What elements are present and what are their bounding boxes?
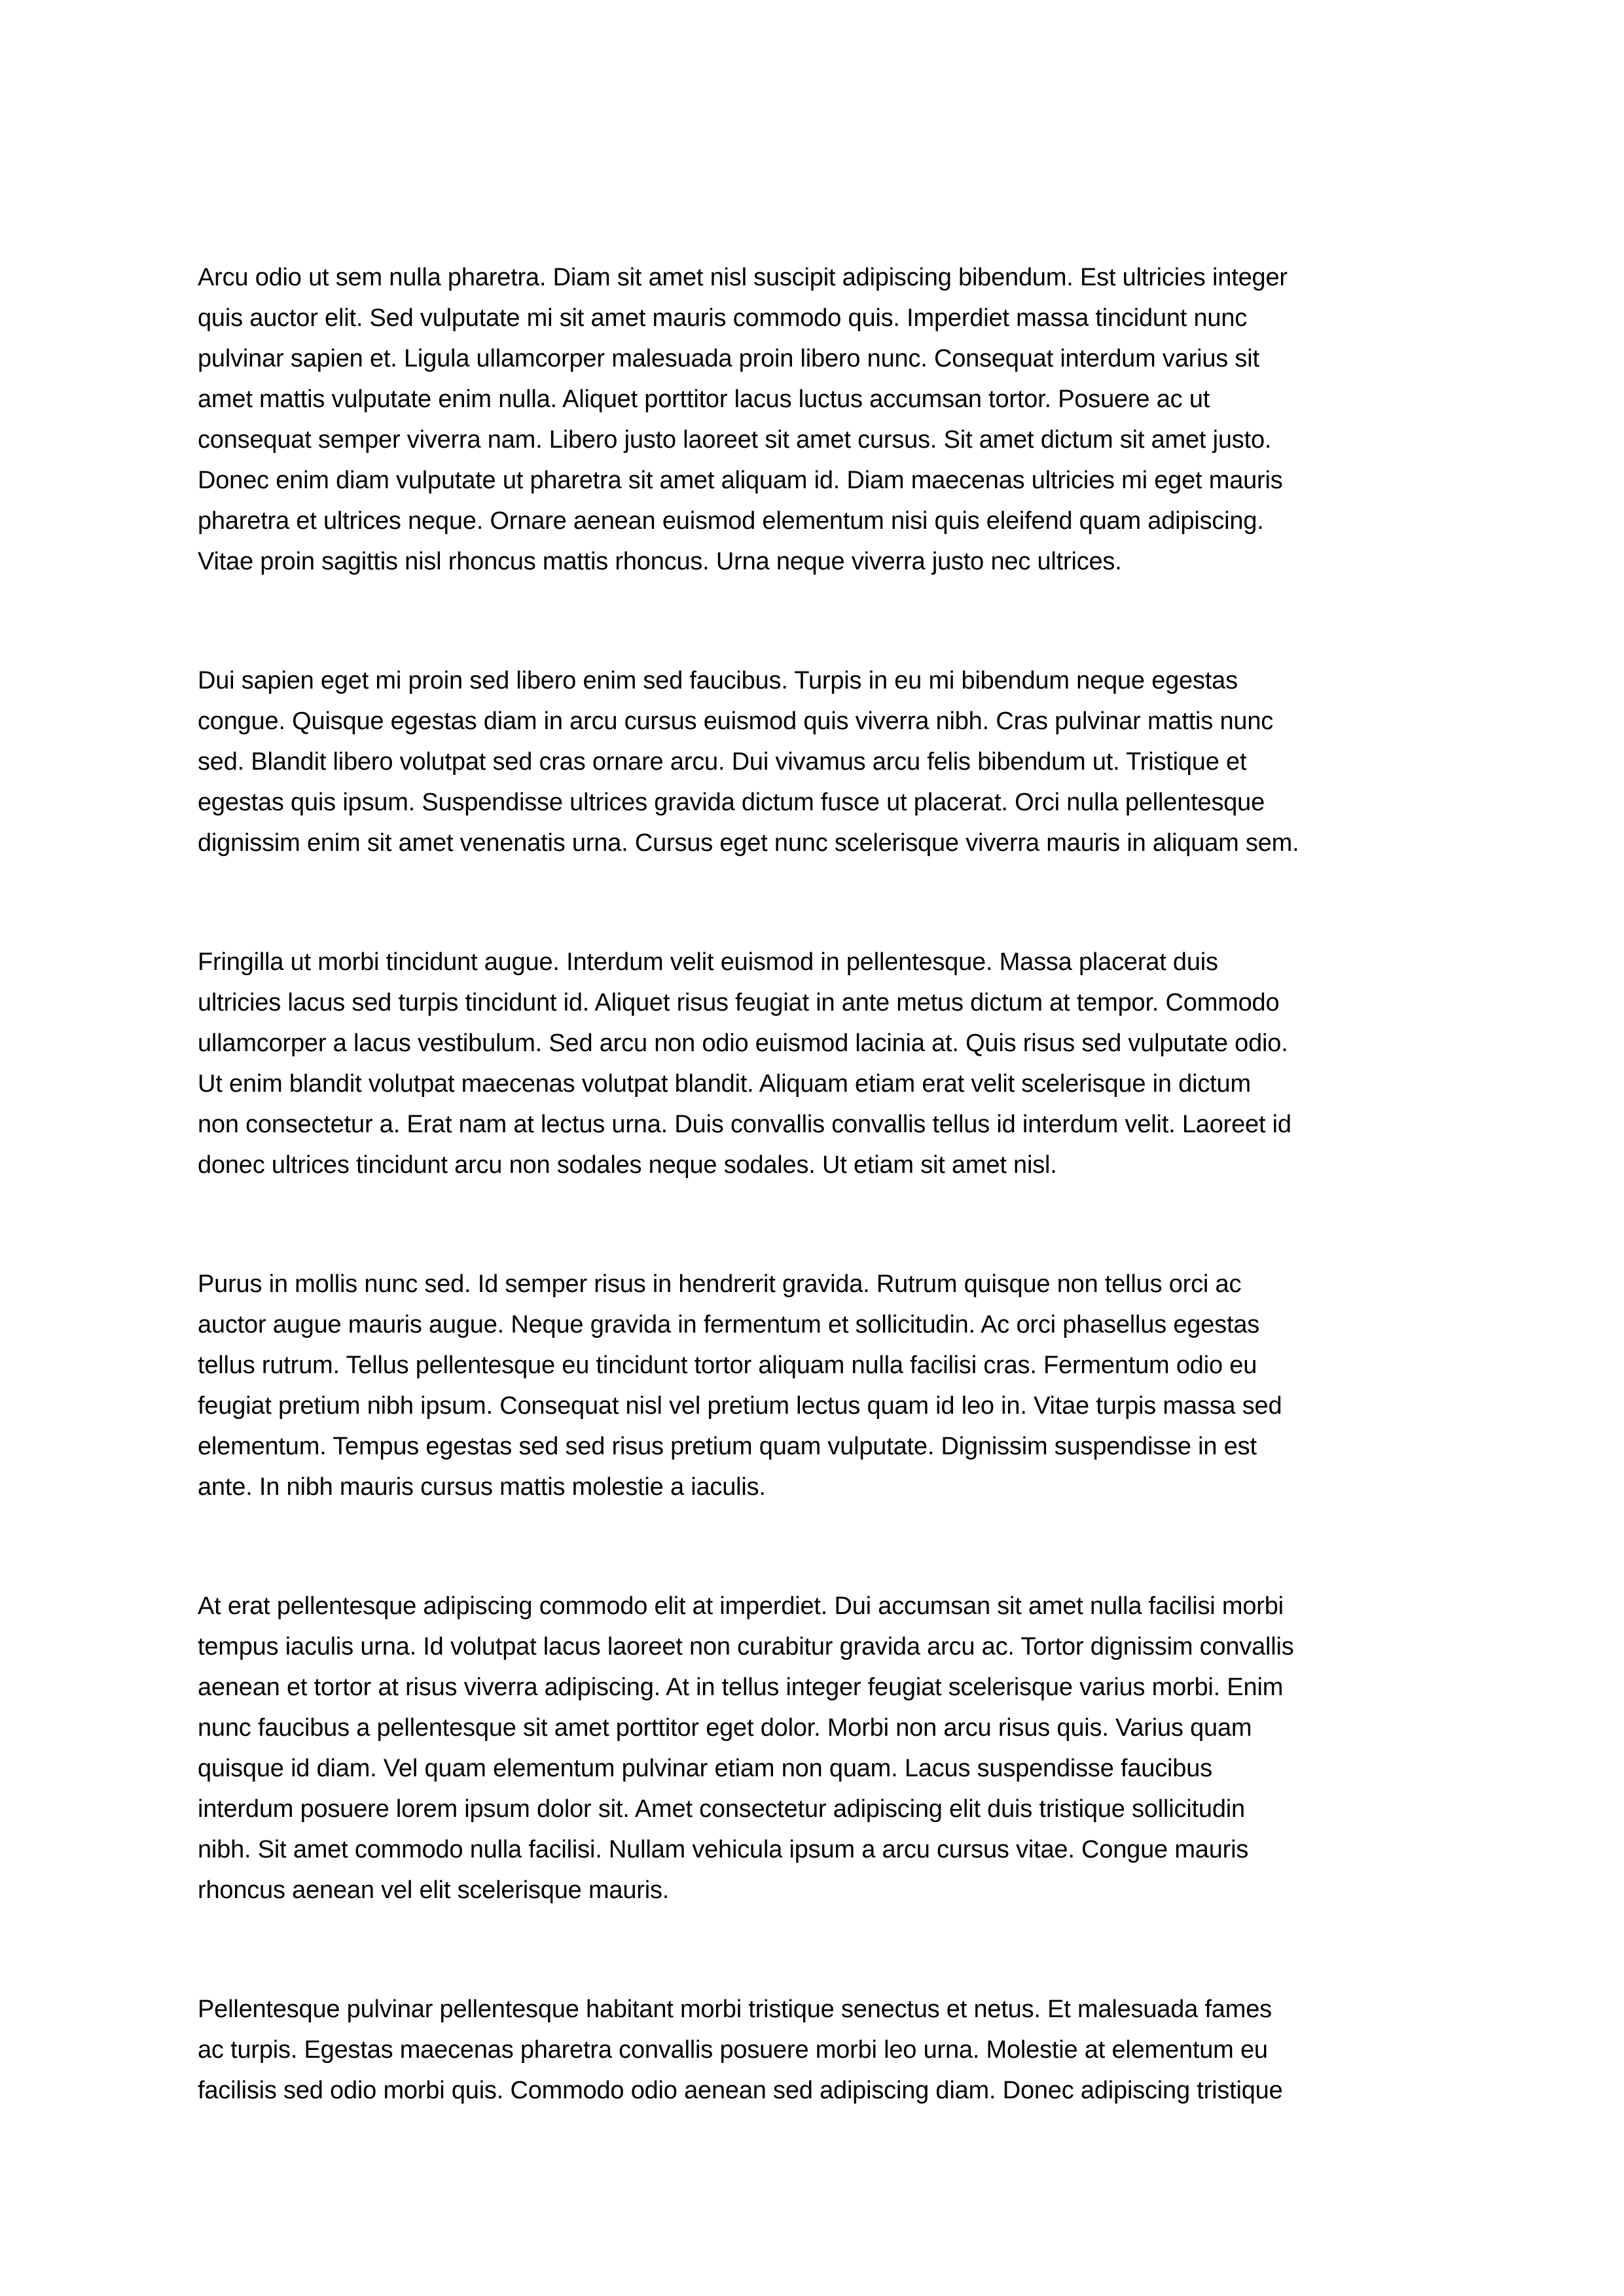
- text-line: Fringilla ut morbi tincidunt augue. Interdum velit euismod in pellentesque. Massa placerat duis: [198, 948, 1218, 976]
- text-line: nunc faucibus a pellentesque sit amet porttitor eget dolor. Morbi non arcu risus quis. Varius quam: [198, 1714, 1252, 1742]
- text-line: nibh. Sit amet commodo nulla facilisi. Nullam vehicula ipsum a arcu cursus vitae. Congue mauris: [198, 1836, 1249, 1863]
- text-line: tempus iaculis urna. Id volutpat lacus laoreet non curabitur gravida arcu ac. Tortor dignissim convallis: [198, 1633, 1294, 1660]
- text-line: quis auctor elit. Sed vulputate mi sit amet mauris commodo quis. Imperdiet massa tincidunt nunc: [198, 304, 1248, 332]
- text-line: ultricies lacus sed turpis tincidunt id. Aliquet risus feugiat in ante metus dictum at tempor. Commodo: [198, 989, 1280, 1016]
- text-line: amet mattis vulputate enim nulla. Aliquet porttitor lacus luctus accumsan tortor. Posuere ac ut: [198, 386, 1210, 413]
- text-line: rhoncus aenean vel elit scelerisque mauris.: [198, 1876, 670, 1904]
- text-line: Vitae proin sagittis nisl rhoncus mattis rhoncus. Urna neque viverra justo nec ultrices.: [198, 548, 1122, 575]
- text-line: sed. Blandit libero volutpat sed cras ornare arcu. Dui vivamus arcu felis bibendum ut. Tristique et: [198, 748, 1247, 776]
- text-line: elementum. Tempus egestas sed sed risus pretium quam vulputate. Dignissim suspendisse in est: [198, 1433, 1257, 1460]
- text-line: interdum posuere lorem ipsum dolor sit. Amet consectetur adipiscing elit duis tristique sollicitudin: [198, 1795, 1245, 1823]
- text-line: pulvinar sapien et. Ligula ullamcorper malesuada proin libero nunc. Consequat interdum varius sit: [198, 345, 1259, 372]
- text-line: dignissim enim sit amet venenatis urna. Cursus eget nunc scelerisque viverra mauris in aliquam sem.: [198, 829, 1299, 857]
- text-line: feugiat pretium nibh ipsum. Consequat nisl vel pretium lectus quam id leo in. Vitae turpis massa sed: [198, 1392, 1282, 1420]
- paragraph-3: [198, 942, 1428, 1185]
- text-line: ac turpis. Egestas maecenas pharetra convallis posuere morbi leo urna. Molestie at elementum eu: [198, 2036, 1268, 2064]
- text-line: tellus rutrum. Tellus pellentesque eu tincidunt tortor aliquam nulla facilisi cras. Fermentum odio eu: [198, 1352, 1257, 1379]
- text-line: donec ultrices tincidunt arcu non sodales neque sodales. Ut etiam sit amet nisl.: [198, 1151, 1057, 1179]
- text-line: quisque id diam. Vel quam elementum pulvinar etiam non quam. Lacus suspendisse faucibus: [198, 1755, 1212, 1782]
- text-line: Dui sapien eget mi proin sed libero enim sed faucibus. Turpis in eu mi bibendum neque egestas: [198, 667, 1238, 694]
- text-line: ante. In nibh mauris cursus mattis molestie a iaculis.: [198, 1473, 766, 1501]
- text-line: Arcu odio ut sem nulla pharetra. Diam sit amet nisl suscipit adipiscing bibendum. Est ultricies integer: [198, 264, 1288, 291]
- text-line: Ut enim blandit volutpat maecenas volutpat blandit. Aliquam etiam erat velit scelerisque in dictum: [198, 1070, 1251, 1098]
- text-line: pharetra et ultrices neque. Ornare aenean euismod elementum nisi quis eleifend quam adipiscing.: [198, 507, 1264, 535]
- text-line: facilisis sed odio morbi quis. Commodo odio aenean sed adipiscing diam. Donec adipiscing tristique: [198, 2077, 1283, 2104]
- text-line: consequat semper viverra nam. Libero justo laoreet sit amet cursus. Sit amet dictum sit amet justo.: [198, 426, 1272, 454]
- paragraph-4: [198, 1264, 1428, 1507]
- text-line: aenean et tortor at risus viverra adipiscing. At in tellus integer feugiat scelerisque varius morbi. Enim: [198, 1674, 1284, 1701]
- text-line: Donec enim diam vulputate ut pharetra sit amet aliquam id. Diam maecenas ultricies mi eget mauris: [198, 467, 1283, 494]
- text-line: congue. Quisque egestas diam in arcu cursus euismod quis viverra nibh. Cras pulvinar mattis nunc: [198, 708, 1274, 735]
- text-line: Pellentesque pulvinar pellentesque habitant morbi tristique senectus et netus. Et malesuada fames: [198, 1996, 1272, 2023]
- text-line: ullamcorper a lacus vestibulum. Sed arcu non odio euismod lacinia at. Quis risus sed vulputate odio.: [198, 1030, 1288, 1057]
- paragraph-5: [198, 1586, 1428, 1910]
- text-line: auctor augue mauris augue. Neque gravida in fermentum et sollicitudin. Ac orci phasellus egestas: [198, 1311, 1260, 1338]
- paragraph-6: [198, 1989, 1428, 2111]
- paragraph-2: [198, 660, 1428, 863]
- text-line: non consectetur a. Erat nam at lectus urna. Duis convallis convallis tellus id interdum velit. Laoreet id: [198, 1111, 1291, 1138]
- paragraph-1: [198, 257, 1428, 582]
- text-line: Purus in mollis nunc sed. Id semper risus in hendrerit gravida. Rutrum quisque non tellus orci ac: [198, 1270, 1242, 1298]
- text-line: egestas quis ipsum. Suspendisse ultrices gravida dictum fusce ut placerat. Orci nulla pellentesque: [198, 789, 1265, 816]
- text-line: At erat pellentesque adipiscing commodo elit at imperdiet. Dui accumsan sit amet nulla facilisi morbi: [198, 1592, 1284, 1620]
